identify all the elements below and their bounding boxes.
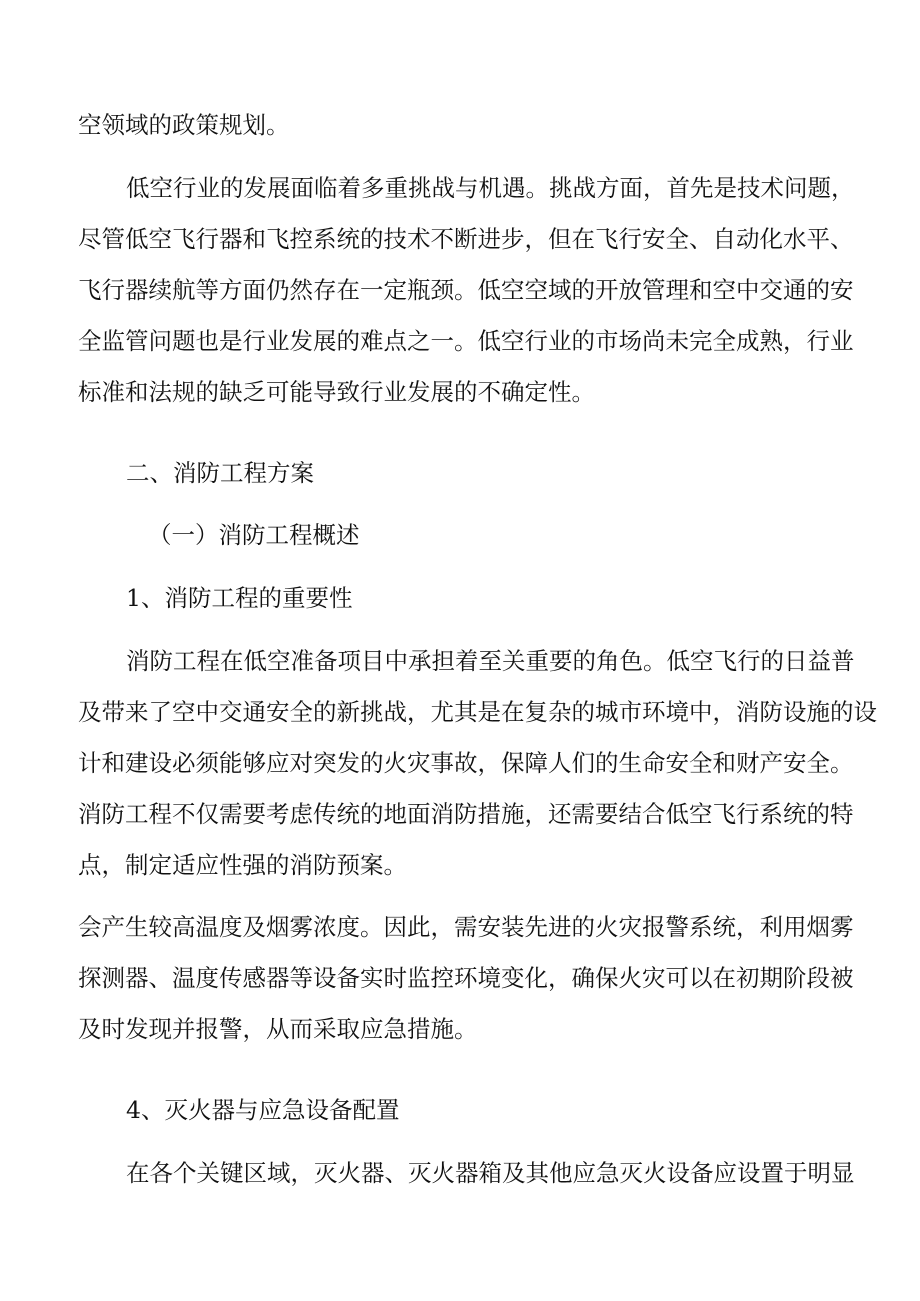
paragraph-line: 消防工程不仅需要考虑传统的地面消防措施，还需要结合低空飞行系统的特 <box>78 800 854 828</box>
paragraph-line: 及带来了空中交通安全的新挑战，尤其是在复杂的城市环境中，消防设施的设 <box>78 698 877 726</box>
paragraph-line: 消防工程在低空准备项目中承担着至关重要的角色。低空飞行的日益普 <box>126 647 855 675</box>
paragraph-line: 在各个关键区域，灭火器、灭火器箱及其他应急灭火设备应设置于明显 <box>126 1159 855 1187</box>
paragraph-line: 尽管低空飞行器和飞控系统的技术不断进步，但在飞行安全、自动化水平、 <box>78 225 854 253</box>
subsection-heading: （一）消防工程概述 <box>148 521 360 549</box>
paragraph-line: 计和建设必须能够应对突发的火灾事故，保障人们的生命安全和财产安全。 <box>78 749 854 777</box>
section-heading: 二、消防工程方案 <box>126 459 314 487</box>
paragraph-line: 全监管问题也是行业发展的难点之一。低空行业的市场尚未完全成熟，行业 <box>78 327 854 355</box>
paragraph-line: 标准和法规的缺乏可能导致行业发展的不确定性。 <box>78 378 595 406</box>
paragraph-line: 低空行业的发展面临着多重挑战与机遇。挑战方面，首先是技术问题， <box>126 174 855 202</box>
paragraph-line: 探测器、温度传感器等设备实时监控环境变化，确保火灾可以在初期阶段被 <box>78 964 854 992</box>
paragraph-line: 飞行器续航等方面仍然存在一定瓶颈。低空空域的开放管理和空中交通的安 <box>78 276 854 304</box>
paragraph-continuation-line: 空领域的政策规划。 <box>78 111 290 139</box>
paragraph-line: 会产生较高温度及烟雾浓度。因此，需安装先进的火灾报警系统，利用烟雾 <box>78 913 854 941</box>
paragraph-line: 点，制定适应性强的消防预案。 <box>78 851 407 879</box>
item-heading: 4、灭火器与应急设备配置 <box>126 1096 400 1124</box>
paragraph-line: 及时发现并报警，从而采取应急措施。 <box>78 1015 478 1043</box>
item-heading: 1、消防工程的重要性 <box>126 584 353 612</box>
